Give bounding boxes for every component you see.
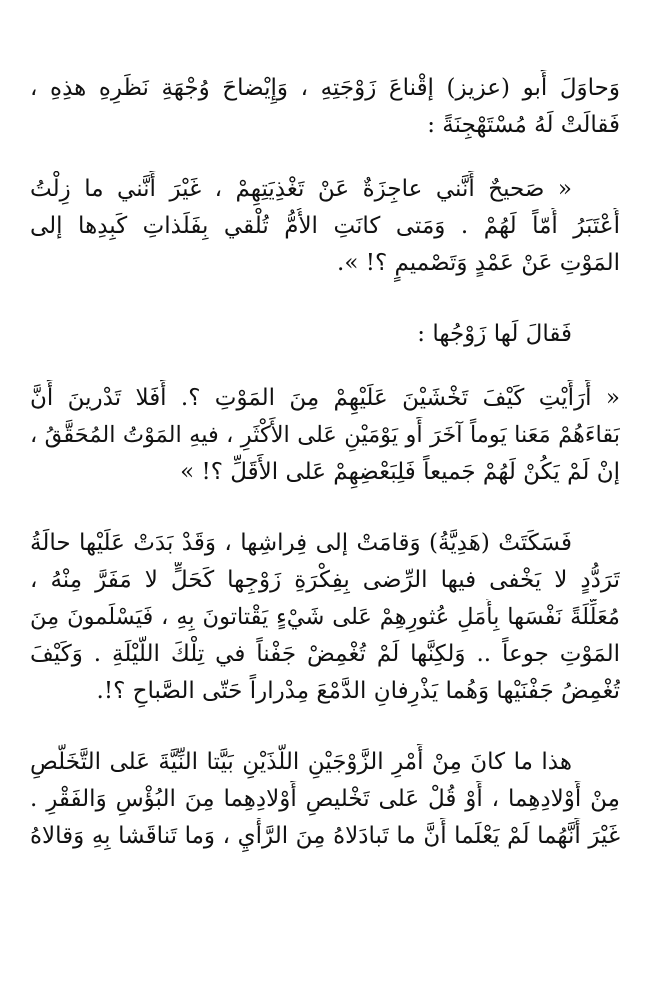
- paragraph-2: [30, 171, 620, 282]
- paragraph-5: [30, 525, 620, 710]
- paragraph-4: [30, 380, 620, 491]
- paragraph-spacer: [30, 353, 620, 380]
- text-line: تَرَدُّدٍ لا يَخْفى فيها الرِّضى بِفِكْرَةِ زَوْجِها كَحَلٍّ لا مَفَرَّ مِنْهُ ،: [30, 567, 620, 593]
- paragraph-6: [30, 744, 620, 855]
- paragraph-1: [30, 70, 620, 144]
- text-line: المَوْتِ جوعاً .. وَلكِنَّها لَمْ تُغْمِضْ جَفْناً في تِلْكَ اللَّيْلَةِ . وَكَيْفَ: [30, 641, 620, 667]
- paragraph-spacer: [30, 282, 620, 316]
- text-line: « صَحيحٌ أَنَّني عاجِزَةٌ عَنْ تَغْذِيَتِهِمْ ، غَيْرَ أَنَّني ما زِلْتُ: [30, 176, 572, 202]
- text-line: بَقاءَهُمْ مَعَنا يَوماً آخَرَ أَو يَوْمَيْنِ عَلى الأَكْثَرِ ، فيهِ المَوْتُ المُحَقَّقُ ،: [30, 422, 620, 448]
- text-line: أُعْتَبَرُ أُمّاً لَهُمْ . وَمَتى كانَتِ الأُمُّ تُلْقي بِفَلَذاتِ كَبِدِها إلى: [30, 213, 620, 239]
- text-line: تُغْمِضُ جَفْنَيْها وَهُما يَذْرِفانِ الدَّمْعَ مِدْراراً حَتّى الصَّباحِ ؟!.: [96, 678, 620, 704]
- text-line: مِنْ أَوْلادِهِما ، أَوْ قُلْ عَلى تَخْليصِ أَوْلادِهِما مِنَ البُؤْسِ وَالفَقْرِ .: [30, 786, 620, 812]
- text-line: هذا ما كانَ مِنْ أَمْرِ الزَّوْجَيْنِ اللَّذَيْنِ بَيَّتا النِّيَّةَ عَلى التَّخَلُّصِ: [30, 749, 572, 775]
- text-line: إنْ لَمْ يَكُنْ لَهُمْ جَميعاً فَلِبَعْضِهِمْ عَلى الأَقَلِّ ؟! »: [180, 459, 620, 485]
- text-line: غَيْرَ أَنَّهُما لَمْ يَعْلَما أَنَّ ما تَبادَلاهُ مِنَ الرَّأْيِ ، وَما تَناقَشا بِهِ وَقالاهُ: [30, 823, 620, 849]
- text-line: المَوْتِ عَنْ عَمْدٍ وَتَصْميمٍ ؟! ».: [337, 250, 620, 276]
- paragraph-3: [30, 316, 620, 353]
- text-line: فَقالَتْ لَهُ مُسْتَهْجِنَةً :: [427, 112, 620, 138]
- text-line: وَحاوَلَ أَبو (عزيز) إقْناعَ زَوْجَتِهِ ، وَإِيْضاحَ وُجْهَةِ نَظَرِهِ هذِهِ ،: [30, 75, 620, 101]
- text-line: فَسَكَتَتْ (هَدِيَّةُ) وَقامَتْ إلى فِراشِها ، وَقَدْ بَدَتْ عَلَيْها حالَةُ: [30, 530, 572, 556]
- paragraph-spacer: [30, 491, 620, 525]
- text-line: « أَرَأَيْتِ كَيْفَ تَخْشَيْنَ عَلَيْهِمْ مِنَ المَوْتِ ؟. أَفَلا تَدْرينَ أَنَّ: [30, 385, 620, 411]
- text-line: فَقالَ لَها زَوْجُها :: [417, 321, 572, 347]
- paragraph-spacer: [30, 144, 620, 171]
- text-line: مُعَلِّلَةً نَفْسَها بِأَمَلِ عُثورِهِمْ عَلى شَيْءٍ يَقْتاتونَ بِهِ ، فَيَسْلَمونَ مِنَ: [30, 604, 620, 630]
- paragraph-spacer: [30, 710, 620, 744]
